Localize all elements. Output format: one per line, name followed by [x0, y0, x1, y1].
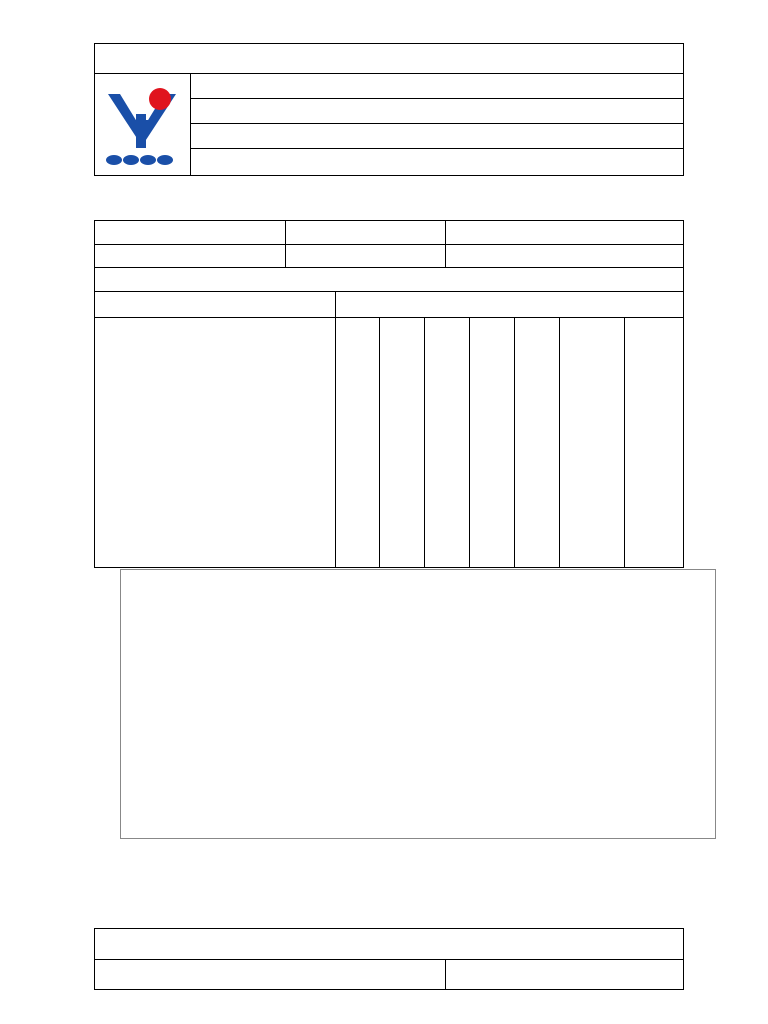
test-table-frame — [94, 220, 684, 568]
compaction-curve-chart — [120, 569, 716, 839]
company-logo — [100, 78, 186, 172]
